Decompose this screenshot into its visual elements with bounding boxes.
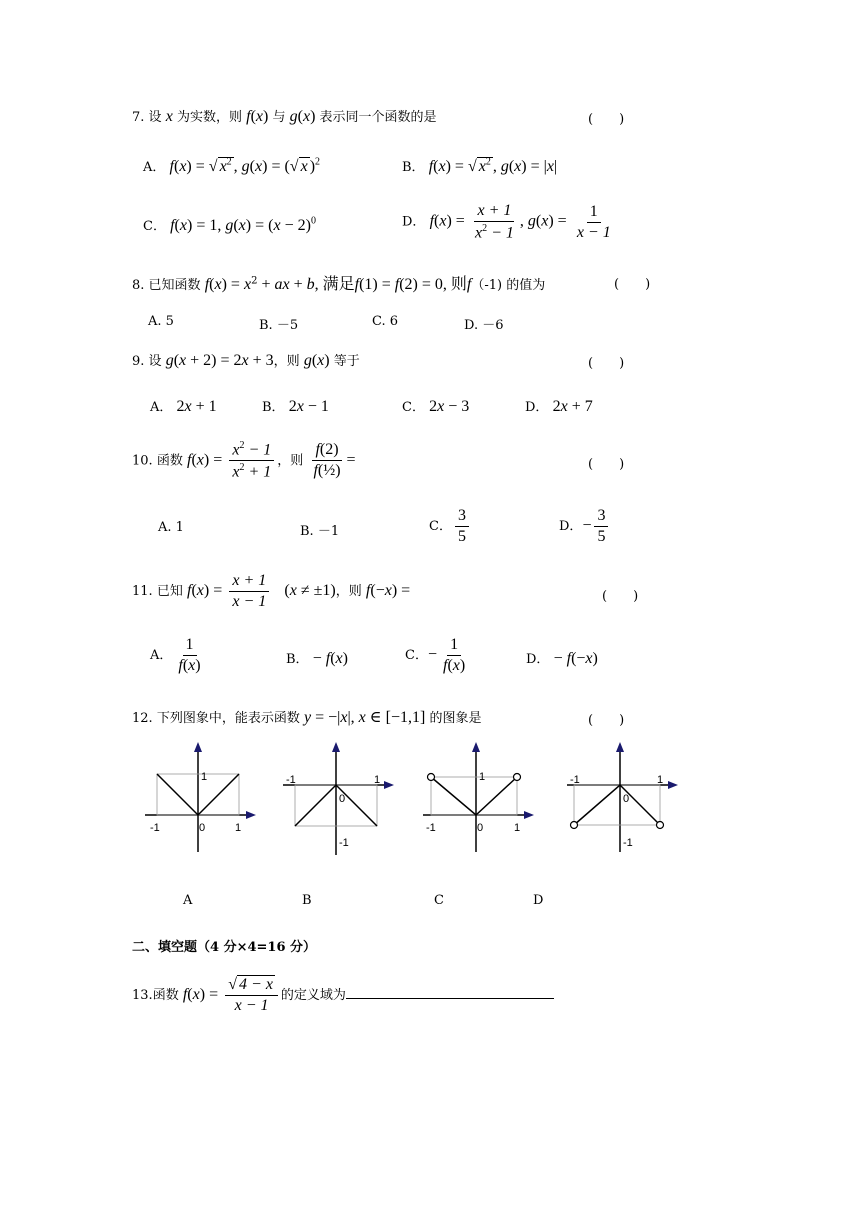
q13-answer-blank[interactable]	[346, 986, 554, 999]
q13-text-a: 函数	[152, 988, 179, 1003]
graph-a-label-xneg1: -1	[150, 822, 160, 834]
q9-text-c: 等于	[333, 354, 360, 369]
q13-stem: 13.函数 f(x) = $\frac{√ 4 - x}{x - 1}$ 的定义域为	[132, 976, 554, 1015]
q11-option-a[interactable]: A． $\frac{1}{f(x)}$	[150, 636, 201, 674]
q11-number: 11.	[132, 584, 153, 599]
q12-text-a: 下列图象中，能表示函数	[156, 711, 300, 726]
graph-d-label-x1: 1	[657, 774, 664, 786]
q9-text-b: ，则	[273, 354, 300, 369]
q8-option-c[interactable]: C. 6	[372, 314, 399, 329]
graph-d-open-point-left	[571, 822, 578, 829]
q11-option-b[interactable]: B． − f(x)	[286, 650, 348, 667]
q7-option-c[interactable]: C． f(x) = 1, $g(x) = (x - 2)^0$	[143, 215, 316, 234]
q12-stem: 12. 下列图象中，能表示函数 y = −|x|, x ∈ [−1,1] 的图象是	[132, 709, 482, 726]
q8-text-a: 已知函数	[148, 278, 201, 293]
q8-stem: 8. 已知函数 $f(x) = x^2$ + ax + b, 满足f(1) = f(2) = 0, 则f（-1) 的值为	[132, 275, 546, 293]
q9-answer-paren: ( )	[588, 356, 625, 371]
q7-text-c: 与	[272, 110, 286, 125]
q7-text-b: 为实数，则	[176, 110, 242, 125]
q8-answer-paren: ( )	[614, 277, 651, 292]
q7-option-b[interactable]: B． f(x) = √ $x^2$ , g(x) = |x|	[402, 156, 558, 175]
q10-option-c[interactable]: C． $\frac{3}{5}$	[429, 507, 472, 546]
q8-option-d[interactable]: D. －6	[464, 318, 504, 333]
graph-b-x-arrow	[384, 781, 394, 789]
graph-c-guide-box	[431, 777, 517, 815]
q10-option-d[interactable]: D．− $\frac{3}{5}$	[559, 507, 611, 546]
graph-a-label-zero: 0	[199, 822, 206, 834]
q7-text-a: 设	[148, 110, 162, 125]
graph-d-curve	[574, 785, 660, 825]
graph-d-y-arrow	[616, 742, 624, 752]
graph-b-label-xneg1: -1	[286, 774, 296, 786]
graph-d[interactable]	[562, 740, 692, 860]
graph-label-d[interactable]: D	[533, 893, 544, 908]
q7-text-d: 表示同一个函数的是	[319, 110, 437, 125]
q11-stem: 11. 已知 f(x) = $\frac{x + 1}{x - 1}$ (x ≠ ±1)，则 f(−x) =	[132, 572, 411, 610]
q10-answer-paren: ( )	[588, 457, 625, 472]
graph-c-x-arrow	[524, 811, 534, 819]
q7-number: 7.	[132, 110, 145, 125]
graph-label-c[interactable]: C	[434, 893, 444, 908]
q11-option-c[interactable]: C．− $\frac{1}{f(x)}$	[405, 636, 466, 674]
graph-c-label-zero: 0	[477, 822, 484, 834]
graph-b[interactable]	[278, 740, 408, 860]
graph-label-a[interactable]: A	[183, 893, 193, 908]
q7-gx: g	[289, 108, 298, 125]
q9-option-a[interactable]: A． 2x + 1	[150, 398, 217, 415]
q11-answer-paren: ( )	[602, 589, 639, 604]
graph-d-guide-box	[574, 785, 660, 825]
q9-number: 9.	[132, 354, 145, 369]
graph-c-y-arrow	[472, 742, 480, 752]
q13-number: 13.	[132, 988, 153, 1003]
graph-a-x-arrow	[246, 811, 256, 819]
q10-stem: 10. 函数 f(x) = $\frac{x^2 - 1}{x^2 + 1}$ ，则 $\frac{f(2)}{\text{f(½)}}$ =	[132, 440, 356, 481]
q11-text-a: 已知	[156, 584, 183, 599]
q8-number: 8.	[132, 278, 145, 293]
graph-b-y-arrow	[332, 742, 340, 752]
graph-d-x-arrow	[668, 781, 678, 789]
q7-fx: f	[246, 108, 251, 125]
section-fill-in-title: 二、填空题（4 分×4=16 分）	[132, 940, 317, 955]
graph-d-label-yneg1: -1	[623, 837, 633, 849]
graph-b-label-x1: 1	[374, 774, 381, 786]
graph-a-label-y1: 1	[201, 771, 208, 783]
graph-d-open-point-right	[657, 822, 664, 829]
q12-answer-paren: ( )	[588, 713, 625, 728]
graph-c-label-y1: 1	[479, 771, 486, 783]
graph-c-open-point-left	[428, 774, 435, 781]
graph-label-b[interactable]: B	[302, 893, 312, 908]
q9-option-c[interactable]: C． 2x − 3	[402, 398, 470, 415]
q7-stem: 7. 设 x 为实数，则 f(x) 与 g(x) 表示同一个函数的是	[132, 108, 437, 125]
graph-c-label-xneg1: -1	[426, 822, 436, 834]
q10-option-b[interactable]: B. －1	[300, 524, 340, 539]
q9-text-a: 设	[148, 354, 162, 369]
graph-a-y-arrow	[194, 742, 202, 752]
graph-a[interactable]	[140, 740, 270, 860]
graph-b-label-zero: 0	[339, 793, 346, 805]
q11-text-b: ，则	[335, 584, 362, 599]
q10-option-a[interactable]: A. 1	[158, 520, 184, 535]
graph-c-open-point-right	[514, 774, 521, 781]
q7-option-a[interactable]: A． f(x) = √ $x^2$ , g(x) = (√ x )$^2$	[143, 156, 321, 175]
q8-text-b: 的值为	[506, 278, 546, 293]
q12-number: 12.	[132, 711, 153, 726]
q9-option-b[interactable]: B． 2x − 1	[262, 398, 329, 415]
graph-c-curve	[431, 777, 517, 815]
q8-option-b[interactable]: B. －5	[259, 318, 299, 333]
q7-answer-paren: ( )	[588, 112, 625, 127]
q10-text-a: 函数	[156, 453, 183, 469]
q8-option-a[interactable]: A. 5	[148, 314, 174, 329]
graph-b-label-yneg1: -1	[339, 837, 349, 849]
graph-d-label-xneg1: -1	[570, 774, 580, 786]
q12-text-b: 的图象是	[429, 711, 482, 726]
q13-text-b: 的定义域为	[280, 988, 346, 1003]
q7-var-x: x	[165, 108, 173, 125]
graph-c-label-x1: 1	[514, 822, 521, 834]
q9-stem: 9. 设 g(x + 2) = 2x + 3，则 g(x) 等于	[132, 352, 360, 369]
q7-option-d[interactable]: D． f(x) = $\frac{x + 1}{x^2 - 1}$ , g(x) = $\frac{1}{x - 1}$	[402, 202, 611, 242]
graph-c[interactable]	[418, 740, 548, 860]
graph-a-label-x1: 1	[235, 822, 242, 834]
graph-d-label-zero: 0	[623, 793, 630, 805]
q10-number: 10.	[132, 453, 153, 469]
q10-text-b: ，则	[277, 453, 304, 469]
q11-option-d[interactable]: D． − f(−x)	[526, 650, 598, 667]
q9-option-d[interactable]: D． 2x + 7	[525, 398, 593, 415]
